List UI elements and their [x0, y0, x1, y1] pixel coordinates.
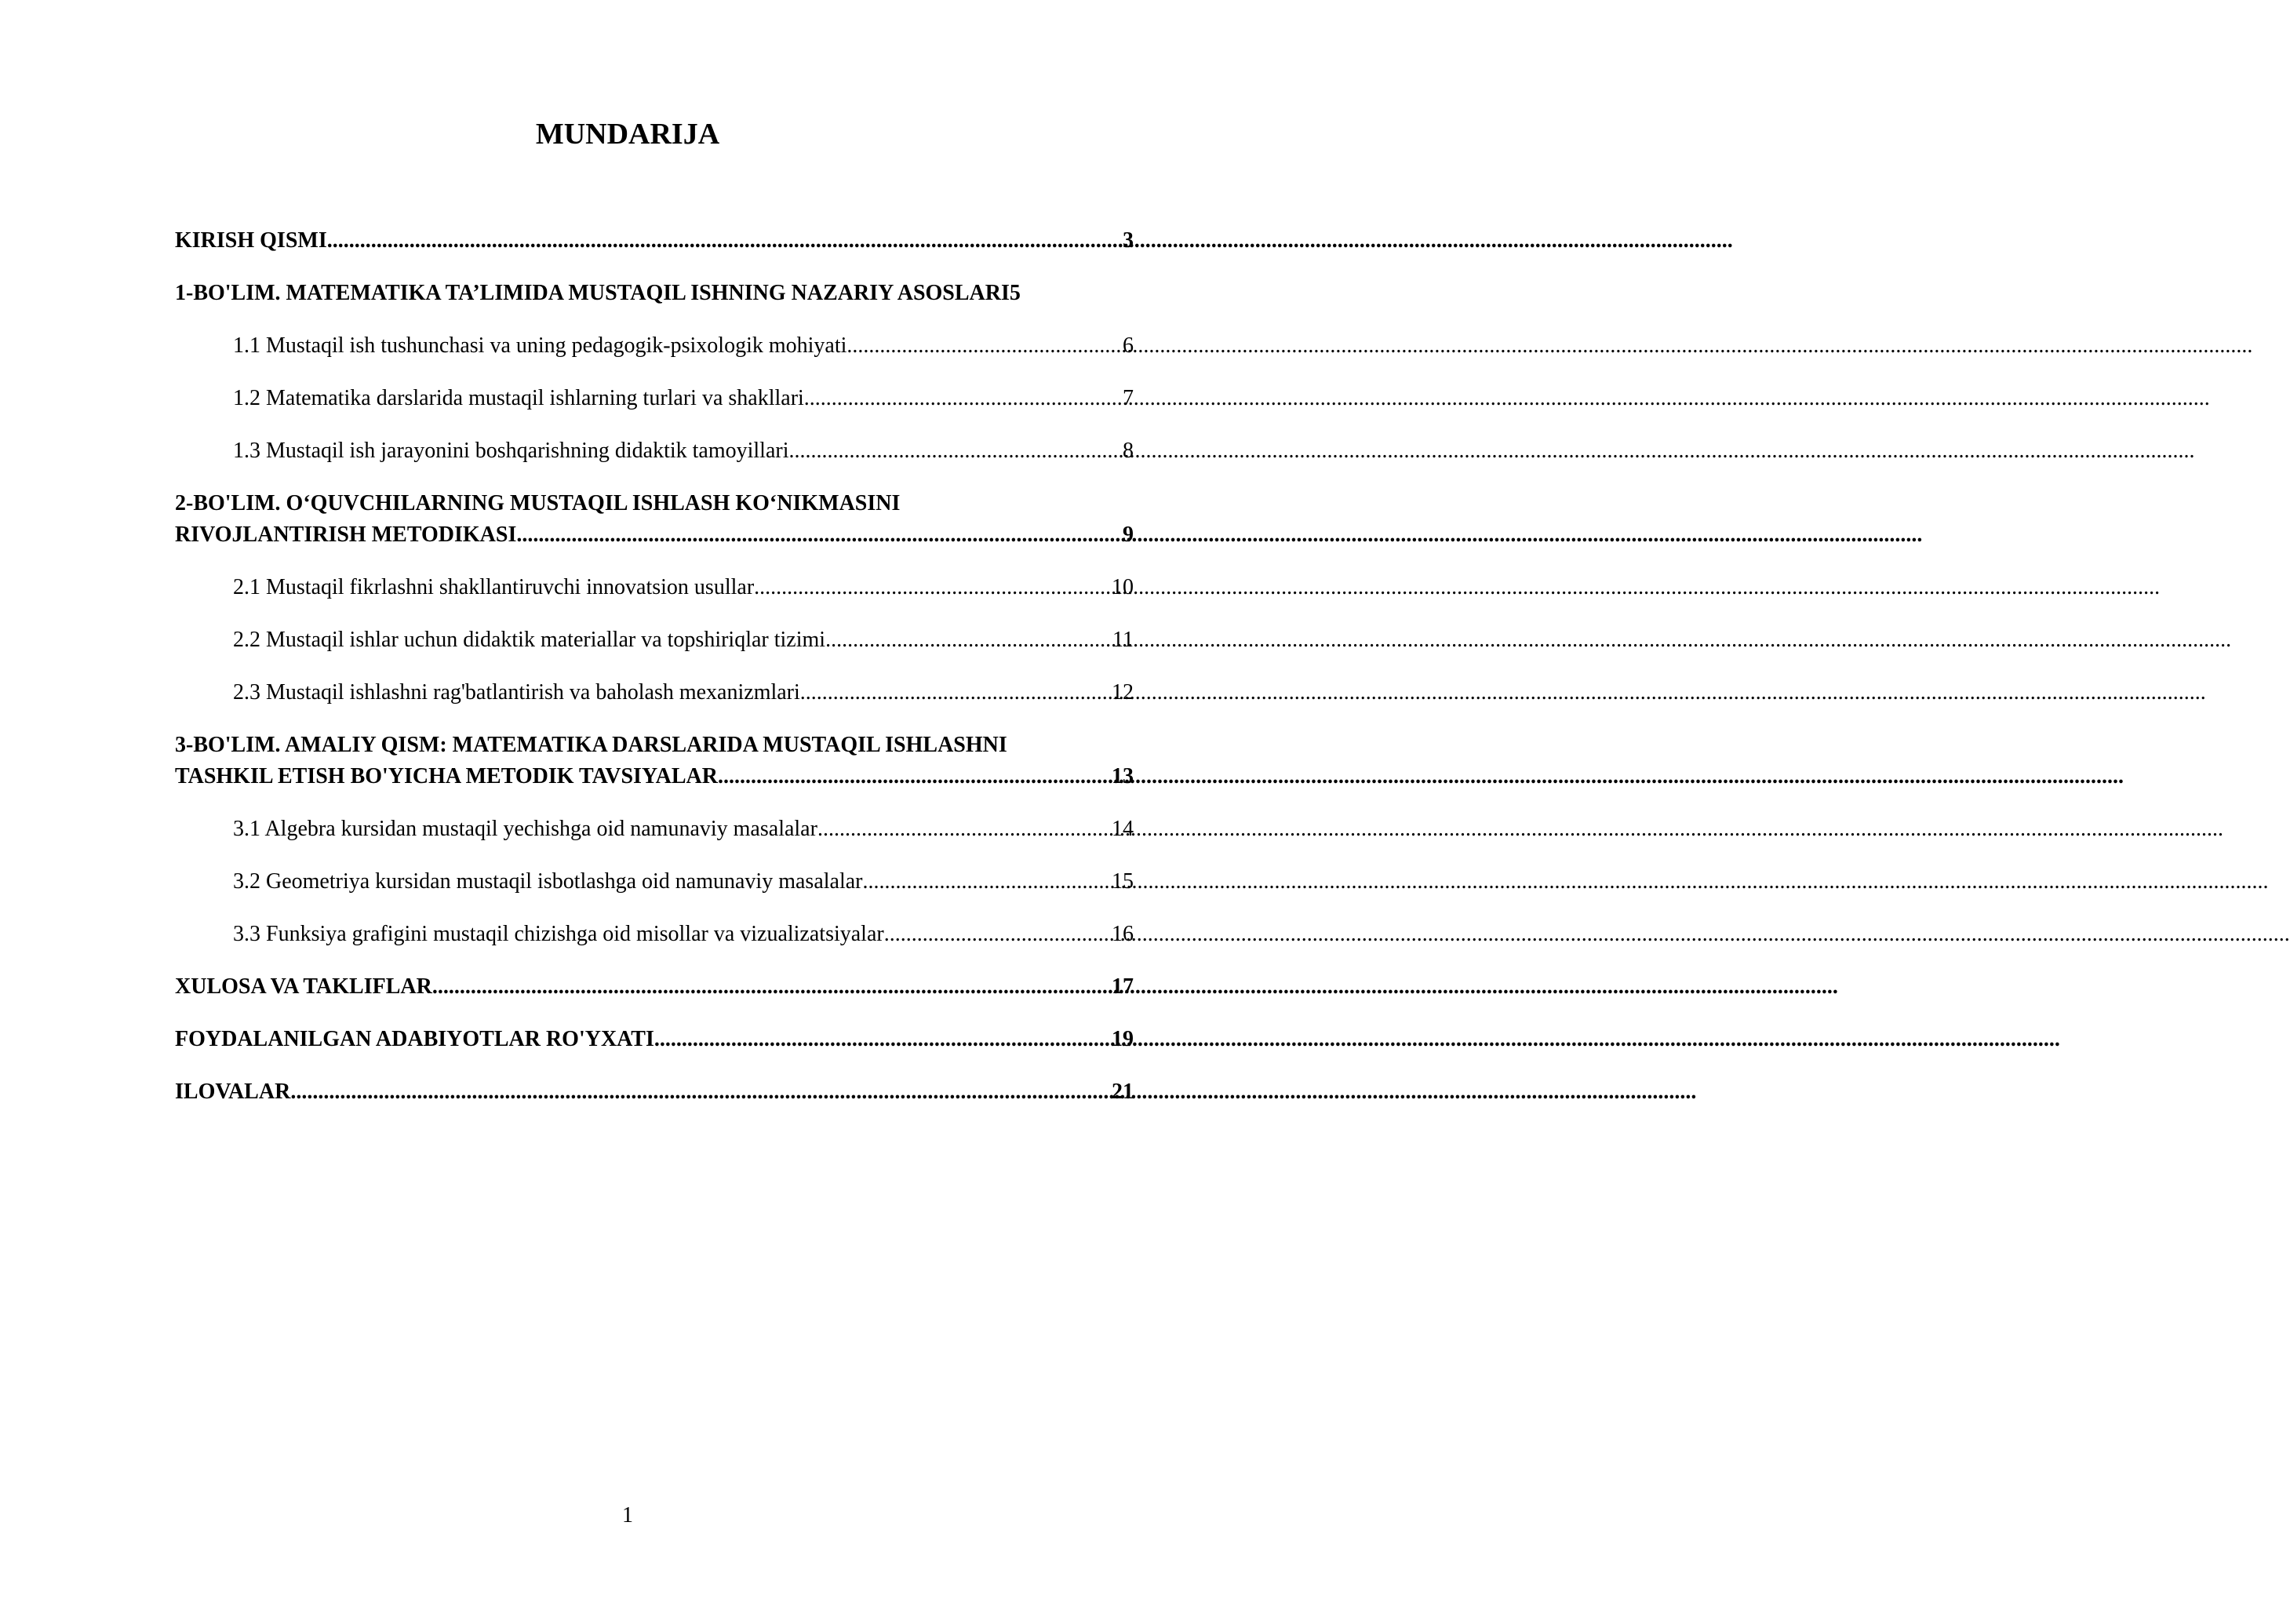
toc-entry-label: 1.3 Mustaqil ish jarayonini boshqarishning didaktik tamoyillari: [233, 439, 789, 463]
toc-leader-dots: [884, 919, 1112, 950]
toc-entry-page: 12: [1112, 680, 1134, 705]
toc-entry-label: 3.3 Funksiya grafigini mustaqil chizishga oid misollar va vizualizatsiyalar: [233, 922, 884, 946]
toc-entry-3-3[interactable]: [175, 919, 1134, 950]
toc-leader-dots: [754, 572, 1112, 603]
toc-leader-dots: [327, 225, 1123, 257]
toc-leader-dots: [516, 519, 1123, 551]
toc-entry-label-line2: RIVOJLANTIRISH METODIKASI: [175, 523, 517, 547]
toc-leader-dots: [862, 866, 1112, 898]
toc-entry-page: 14: [1112, 817, 1134, 841]
toc-leader-dots: [817, 814, 1112, 845]
toc-entry-page: 15: [1112, 869, 1134, 894]
page-title: MUNDARIJA: [535, 118, 720, 151]
toc-leader-dots: [654, 1024, 1112, 1055]
toc-entry-label-line1: 3-BO'LIM. AMALIY QISM: MATEMATIKA DARSLARIDA MUSTAQIL ISHLASHNI: [175, 733, 1007, 757]
toc-entry-1-2[interactable]: [175, 383, 1134, 414]
toc-entry-page: 11: [1112, 628, 1134, 652]
table-of-contents: [175, 225, 1134, 1129]
toc-entry-1-1[interactable]: [175, 330, 1134, 362]
toc-leader-dots: [290, 1076, 1112, 1108]
toc-entry-label: ILOVALAR: [175, 1080, 291, 1104]
toc-entry-label: FOYDALANILGAN ADABIYOTLAR RO'YXATI: [175, 1027, 654, 1051]
toc-entry-page: 6: [1123, 333, 1134, 358]
toc-leader-dots: [846, 330, 1123, 362]
toc-entry-label: XULOSA VA TAKLIFLAR: [175, 974, 432, 999]
toc-entry-page: 19: [1112, 1027, 1134, 1051]
toc-entry-label-line1: 2-BO'LIM. O‘QUVCHILARNING MUSTAQIL ISHLASH KO‘NIKMASINI: [175, 491, 901, 515]
toc-entry-3-2[interactable]: [175, 866, 1134, 898]
toc-entry-page: 3: [1123, 228, 1134, 253]
toc-entry-page: 17: [1112, 974, 1134, 999]
toc-leader-dots: [718, 761, 1112, 792]
toc-leader-dots: [825, 624, 1112, 656]
toc-entry-xulosa[interactable]: [175, 971, 1134, 1003]
toc-entry-label: KIRISH QISMI: [175, 228, 327, 253]
toc-entry-section-3[interactable]: [175, 730, 1134, 792]
toc-entry-label: 2.3 Mustaqil ishlashni rag'batlantirish va baholash mexanizmlari: [233, 680, 800, 705]
toc-leader-dots: [800, 677, 1112, 708]
toc-entry-1-3[interactable]: [175, 435, 1134, 467]
toc-entry-kirish[interactable]: [175, 225, 1134, 257]
toc-entry-label-line2: TASHKIL ETISH BO'YICHA METODIK TAVSIYALAR: [175, 764, 718, 788]
toc-entry-section-2[interactable]: [175, 488, 1134, 551]
toc-entry-page: 7: [1123, 386, 1134, 410]
toc-entry-2-2[interactable]: [175, 624, 1134, 656]
toc-entry-label: 1.1 Mustaqil ish tushunchasi va uning pedagogik-psixologik mohiyati: [233, 333, 847, 358]
toc-entry-label: 3.1 Algebra kursidan mustaqil yechishga oid namunaviy masalalar: [233, 817, 817, 841]
toc-entry-page: 13: [1112, 764, 1134, 788]
toc-entry-label: 1-BO'LIM. MATEMATIKA TA’LIMIDA MUSTAQIL ISHNING NAZARIY ASOSLARI: [175, 281, 1010, 305]
toc-entry-page: 21: [1112, 1080, 1134, 1104]
toc-leader-dots: [432, 971, 1112, 1003]
toc-entry-label: 2.1 Mustaqil fikrlashni shakllantiruvchi innovatsion usullar: [233, 575, 755, 599]
toc-entry-2-3[interactable]: [175, 677, 1134, 708]
toc-entry-page: 16: [1112, 922, 1134, 946]
toc-entry-page: 9: [1123, 523, 1134, 547]
toc-leader-dots: [804, 383, 1123, 414]
toc-entry-page: 10: [1112, 575, 1134, 599]
toc-entry-adabiyotlar[interactable]: [175, 1024, 1134, 1055]
toc-entry-2-1[interactable]: [175, 572, 1134, 603]
toc-entry-ilovalar[interactable]: [175, 1076, 1134, 1108]
toc-leader-dots: [788, 435, 1123, 467]
toc-entry-label: 3.2 Geometriya kursidan mustaqil isbotlashga oid namunaviy masalalar: [233, 869, 863, 894]
toc-entry-page: 8: [1123, 439, 1134, 463]
toc-entry-3-1[interactable]: [175, 814, 1134, 845]
toc-entry-label: 1.2 Matematika darslarida mustaqil ishlarning turlari va shakllari: [233, 386, 804, 410]
toc-entry-page: 5: [1009, 281, 1021, 305]
toc-entry-section-1[interactable]: [175, 278, 1134, 309]
page-number: 1: [622, 1503, 633, 1528]
toc-entry-label: 2.2 Mustaqil ishlar uchun didaktik materiallar va topshiriqlar tizimi: [233, 628, 826, 652]
